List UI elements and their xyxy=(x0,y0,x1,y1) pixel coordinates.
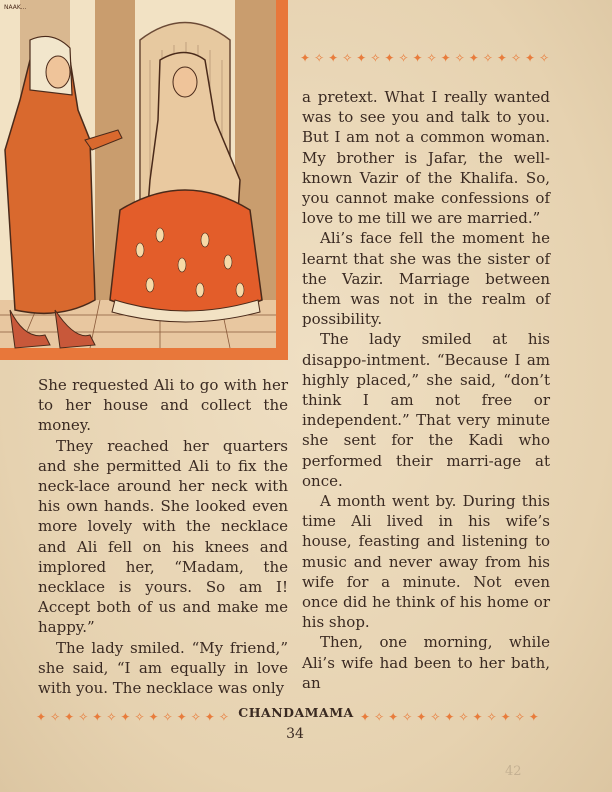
paragraph: Then, one morning, while Ali’s wife had been to her bath, an xyxy=(302,633,550,692)
illustration-art xyxy=(0,0,288,360)
handwritten-note: 42 xyxy=(505,764,522,779)
footer-ornament-left: ✦ ✧ ✦ ✧ ✦ ✧ ✦ ✧ ✦ ✧ ✦ ✧ ✦ ✧ xyxy=(36,711,229,723)
magazine-title: CHANDAMAMA xyxy=(238,705,354,720)
paragraph: The lady smiled at his disappo-intment. “Because I am highly placed,” she said, “don’t think I am not free or independent.” That very minute she sent for the Kadi who performed their marri-age at once. xyxy=(302,330,550,490)
top-ornament-border: ✦ ✧ ✦ ✧ ✦ ✧ ✦ ✧ ✦ ✧ ✦ ✧ ✦ ✧ ✦ ✧ ✦ ✧ xyxy=(300,52,550,64)
paragraph: a pretext. What I really wanted was to see you and talk to you. But I am not a common woman. My brother is Jafar, the well-known Vazir of the Khalifa. So, you cannot make confessions of love to me till we are married.” xyxy=(302,88,550,228)
paragraph: She requested Ali to go with her to her house and collect the money. xyxy=(38,376,288,435)
paragraph: They reached her quarters and she permitted Ali to fix the neck-lace around her neck with his own hands. She looked even more lovely with the necklace and Ali fell on his knees and implored her, “Madam, the necklace is yours. So am I! Accept both of us and make me happy.” xyxy=(38,436,288,637)
left-text-column xyxy=(38,375,288,698)
right-text-column xyxy=(302,87,550,693)
page-number: 34 xyxy=(286,726,304,742)
paragraph: Ali’s face fell the moment he learnt that she was the sister of the Vazir. Marriage between them was not in the realm of possibility. xyxy=(302,229,550,329)
paragraph: The lady smiled. “My friend,” she said, “I am equally in love with you. The necklace was only xyxy=(38,638,288,698)
paragraph: A month went by. During this time Ali lived in his wife’s house, feasting and listening to music and never away from his wife for a minute. Not even once did he think of his home or his shop. xyxy=(302,492,550,632)
artist-signature: NAAK... xyxy=(4,4,27,11)
story-illustration xyxy=(0,0,288,360)
footer-ornament-right: ✦ ✧ ✦ ✧ ✦ ✧ ✦ ✧ ✦ ✧ ✦ ✧ ✦ xyxy=(360,711,539,723)
